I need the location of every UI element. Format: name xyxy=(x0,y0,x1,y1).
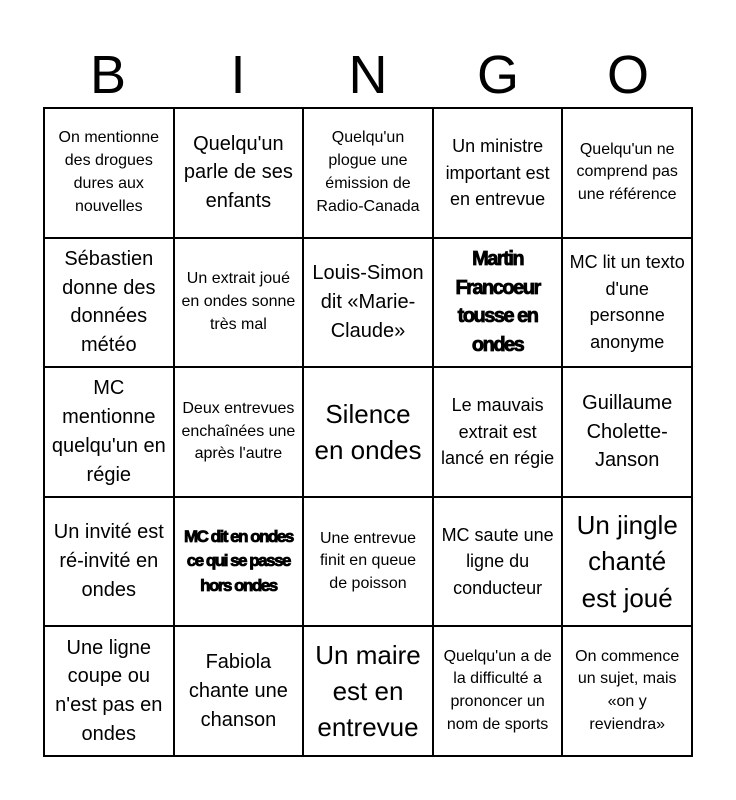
header-letter-n: N xyxy=(348,45,388,105)
bingo-cell-r4c3[interactable] xyxy=(304,498,434,628)
bingo-cell-r1c2[interactable] xyxy=(175,109,305,239)
bingo-cell-r1c5[interactable] xyxy=(563,109,693,239)
bingo-cell-r2c4[interactable] xyxy=(434,239,564,369)
bingo-cell-text: On mentionne des drogues dures aux nouvelles xyxy=(58,129,160,215)
bingo-cell-text: MC dit en ondes ce qui se passe hors ondes xyxy=(184,526,293,595)
bingo-cell-text: Quelqu'un ne comprend pas une référence xyxy=(576,140,678,204)
bingo-cell-text: MC mentionne quelqu'un en régie xyxy=(51,377,166,486)
bingo-cell-text: MC lit un texto d'une personne anonyme xyxy=(569,252,685,352)
bingo-cell-text: Martin Francoeur tousse en ondes xyxy=(455,248,540,356)
bingo-cell-text: Silence en ondes xyxy=(314,398,422,465)
bingo-cell-text: MC saute une ligne du conducteur xyxy=(441,524,554,598)
bingo-cell-text: Quelqu'un plogue une émission de Radio-Canada xyxy=(316,129,420,215)
bingo-cell-r5c1[interactable] xyxy=(45,627,175,757)
bingo-cell-text: Le mauvais extrait est lancé en régie xyxy=(441,395,555,469)
bingo-cell-r1c1[interactable] xyxy=(45,109,175,239)
bingo-cell-text: Fabiola chante une chanson xyxy=(188,651,288,731)
bingo-cell-r1c4[interactable] xyxy=(434,109,564,239)
bingo-cell-text: Un ministre important est en entrevue xyxy=(445,136,550,210)
bingo-cell-r5c2[interactable] xyxy=(175,627,305,757)
bingo-cell-text: Un extrait joué en ondes sonne très mal xyxy=(181,270,296,333)
bingo-cell-r5c5[interactable] xyxy=(563,627,693,757)
bingo-cell-r2c2[interactable] xyxy=(175,239,305,369)
bingo-cell-r3c4[interactable] xyxy=(434,368,564,498)
bingo-cell-r1c3[interactable] xyxy=(304,109,434,239)
bingo-card-grid xyxy=(43,107,693,757)
bingo-cell-text: Une ligne coupe ou n'est pas en ondes xyxy=(55,636,163,745)
bingo-cell-r2c1[interactable] xyxy=(45,239,175,369)
bingo-cell-r4c1[interactable] xyxy=(45,498,175,628)
bingo-cell-text: Un maire est en entrevue xyxy=(315,639,421,743)
header-letter-i: I xyxy=(230,45,246,105)
header-letter-g: G xyxy=(476,45,519,105)
bingo-cell-text: Guillaume Cholette-Janson xyxy=(582,391,673,472)
bingo-cell-text: Un invité est ré-invité en ondes xyxy=(53,521,164,601)
bingo-cell-text: Un jingle chanté est joué xyxy=(576,510,678,613)
bingo-cell-text: Louis-Simon dit «Marie-Claude» xyxy=(312,262,424,342)
bingo-header xyxy=(43,42,693,108)
bingo-cell-r4c2[interactable] xyxy=(175,498,305,628)
bingo-cell-text: On commence un sujet, mais «on y reviendra» xyxy=(575,647,680,733)
bingo-cell-text: Sébastien donne des données météo xyxy=(62,247,156,357)
bingo-cell-r4c5[interactable] xyxy=(563,498,693,628)
bingo-cell-r2c3[interactable] xyxy=(304,239,434,369)
bingo-cell-text: Une entrevue finit en queue de poisson xyxy=(319,529,417,592)
bingo-cell-r3c1[interactable] xyxy=(45,368,175,498)
header-letter-b: B xyxy=(89,45,127,105)
bingo-cell-r5c3[interactable] xyxy=(304,627,434,757)
bingo-cell-r4c4[interactable] xyxy=(434,498,564,628)
bingo-cell-text: Deux entrevues enchaînées une après l'autre xyxy=(181,399,296,463)
bingo-cell-r2c5[interactable] xyxy=(563,239,693,369)
bingo-cell-r3c2[interactable] xyxy=(175,368,305,498)
bingo-cell-text: Quelqu'un parle de ses enfants xyxy=(183,132,293,213)
bingo-cell-r5c4[interactable] xyxy=(434,627,564,757)
header-letter-o: O xyxy=(606,45,649,105)
bingo-cell-r3c3[interactable] xyxy=(304,368,434,498)
bingo-cell-r3c5[interactable] xyxy=(563,368,693,498)
bingo-cell-text: Quelqu'un a de la difficulté a prononcer un nom de sports xyxy=(443,647,552,733)
